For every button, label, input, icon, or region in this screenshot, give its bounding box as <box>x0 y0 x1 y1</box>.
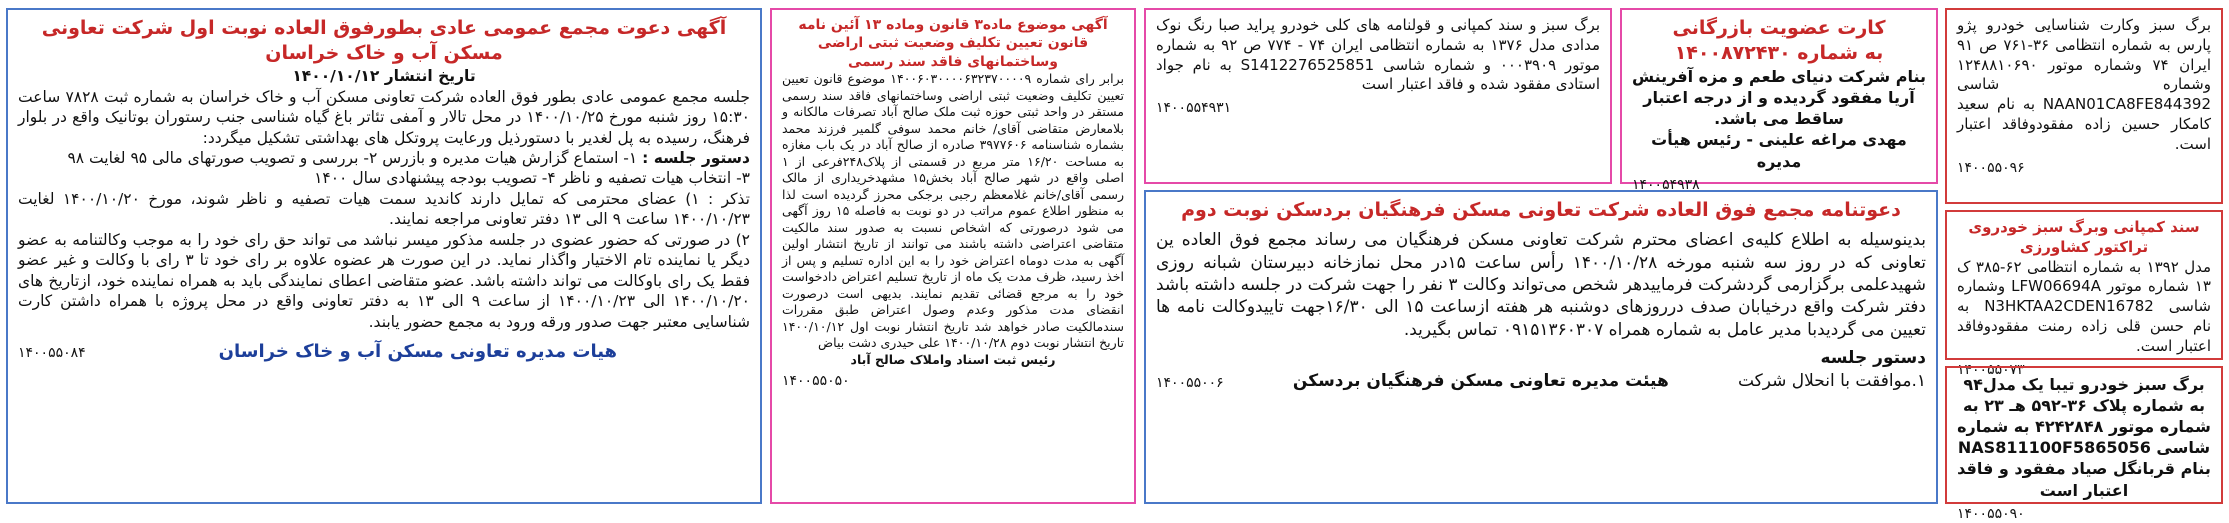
ad-title: کارت عضویت بازرگانی <box>1672 17 1886 39</box>
ad-car-registration-peugeot <box>1945 8 2223 204</box>
ad-text: بدینوسیله به اطلاع کلیه‌ی اعضای محترم شرکت تعاونی مسکن فرهنگیان می رساند مجمع فوق العاده ین تعاونی که در روز سه شنبه مورخه ۱۴۰۰/۱۰/۲۸ رأس ساعت ۱۵در محل نمازخانه دبیرستان شبانه روزی شهیدعلمی برگزارمی گردشرکت فرماییدهر شخص می‌تواند وکالت ۳ نفر را جهت شرکت در جلسه داشته باشد دفتر شرکت واقع درخیابان صدف درروزهای دوشنبه هر هفته ازساعت ۱۵ الی ۱۶/۳۰جهت تاییدوکالت نامه ها تعیین می گردیدبا مدیر عامل به شماره همراه ۰۹۱۵۱۳۶۰۳۰۷ تماس بگیرید. <box>1156 230 1927 340</box>
ad-title: آگهی دعوت مجمع عمومی عادی بطورفوق العاده نوبت اول شرکت تعاونی مسکن آب و خاک خراسان <box>41 17 727 65</box>
ad-title: دعوتنامه مجمع فوق العاده شرکت تعاونی مسکن فرهنگیان بردسکن نوبت دوم <box>1181 199 1901 221</box>
ad-signature: مهدی مراغه علینی - رئیس هیأت مدیره <box>1651 130 1907 171</box>
ad-code: ۱۴۰۰۵۵۰۹۶ <box>1957 159 2025 176</box>
ad-code: ۱۴۰۰۵۵۰۰۶ <box>1156 374 1224 391</box>
ad-signature: هیئت مدیره تعاونی مسکن فرهنگیان بردسکن <box>1292 370 1669 391</box>
agenda-item: ۱.موافقت با انحلال شرکت <box>1737 370 1926 391</box>
ad-tractor-registration <box>1945 210 2223 378</box>
ad-intro: جلسه مجمع عمومی عادی بطور فوق العاده شرکت تعاونی مسکن آب و خاک خراسان به شماره ثبت ۷۸۲۸ ساعت ۱۵:۳۰ روز شنبه مورخ ۱۴۰۰/۱۰/۲۵ در محل تالار و آمفی تئاتر باغ گیاه شناسی جنب رستوران بوتانیک واقع در بلوار فرهنگ، رسیده به پل لغدیر با دستورذیل ورعایت پروتکل های بهداشتی تشکیل میگردد: <box>18 87 751 147</box>
ad-tiba-registration <box>1945 366 2223 522</box>
ad-text: برابر رای شماره ۱۴۰۰۶۰۳۰۰۰۰۶۳۲۳۷۰۰۰۰۹ موضوع قانون تعیین تعیین تکلیف وضعیت ثبتی اراضی وساختمانهای فاقد سند رسمی مستقر در واحد ثبتی حوزه ثبت ملک صالح آباد تصرفات مالکانه و بلامعارض متقاضی آقای/ خانم محمد سوفی گلمیر فرزند محمد بشماره شناسنامه ۳۹۷۷۶۰۶ صادره از صالح آباد در یک باب مغازه به مساحت ۱۶/۲۰ متر مربع در قسمتی از پلاک۲۴۸فرعی از ۱ اصلی واقع در شهر صالح آباد بخش۱۵ مشهدخریداری از مالک رسمی آقای/خانم غلامعظم رجبی برجکی محرز گردیده است لذا به منظور اطلاع عموم مراتب در دو نوبت به فاصله ۱۵ روز آگهی می شود درصورتی که اشخاص نسبت به صدور سند مالکیت متقاضی اعتراضی داشته باشند می توانند از تاریخ انتشار اولین آگهی به مدت دوماه اعتراض خود را به این اداره تسلیم و پس از اخذ رسید، ظرف مدت یک ماه از تاریخ تسلیم اعتراض دادخواست خود را به مرجع قضائی تقدیم نمایند. بدیهی است درصورت انقضای مدت مذکور وعدم وصول اعتراض طبق مقررات سندمالکیت صادر خواهد شد تاریخ انتشار نوبت اول ۱۴۰۰/۱۰/۱۲ تاریخ انتشار نوبت دوم ۱۴۰۰/۱۰/۲۸ علی حیدری دشت بیاض <box>782 71 1124 351</box>
agenda-label: دستور جلسه : <box>642 148 750 167</box>
note-2: ۲) در صورتی که حضور عضوی در جلسه مذکور میسر نباشد می تواند حق رای خود را به موجب وکالتنامه به عضو دیگر یا نماینده تام الاختیار واگذار نماید. در این صورت هر عضوه علاوه بر رای خود تا ۳ رای با وکالت و غیر عضو فقط یک رای باوکالت می تواند داشته باشد. عضو متقاضی اعطای نمایندگی باید به همراه نماینده خود، ازتاریخ های ۱۴۰۰/۱۰/۲۰ الی ۱۴۰۰/۱۰/۲۳ از ساعت ۹ الی ۱۳ به دفتر تعاونی واقع در محل پروژه با همراه داشتن کارت شناسایی معتبر جهت صدور ورقه ورود به مجمع حضور یابند. <box>18 230 750 331</box>
ad-text: برگ سبز خودرو تیبا یک مدل۹۴ به شماره پلاک ۳۶-۵۹۲ هـ ۲۳ به شماره موتور ۴۲۴۲۸۴۸ به شماره شاسی NAS811100F5865056 بنام قربانگل صیاد مفقود و فاقد اعتبار است <box>1957 375 2211 500</box>
ad-text: مدل ۱۳۹۲ به شماره انتظامی ۶۲-۳۸۵ ک ۱۳ شماره موتور LFW06694A وشماره شاسی N3HKTAA2CDEN16782 به نام حسن قلی زاده رمنت مفقودوفاقد اعتبار است. <box>1957 257 2212 355</box>
ad-code: ۱۴۰۰۵۵۰۵۰ <box>782 373 850 390</box>
ad-text: برگ سبز و سند کمپانی و قولنامه های کلی خودرو پراید صبا رنگ نوک مدادی مدل ۱۳۷۶ به شماره انتظامی ایران ۷۴ - ۷۷۴ ص ۹۲ به شماره موتور ۰۰۰۳۹۰۹ و شماره شاسی S1412276525851 به نام جواد استادی مفقود شده و فاقد اعتبار است <box>1156 16 1600 94</box>
ad-signature: هیات مدیره تعاونی مسکن آب و خاک خراسان <box>218 341 618 363</box>
ad-land-registration-law <box>770 8 1136 504</box>
ad-text: برگ سبز وکارت شناسایی خودرو پژو پارس به شماره انتظامی ۳۶-۷۶۱ ص ۹۱ ایران ۷۴ وشماره موتور ۱۲۴۸۸۱۰۶۹۰ وشماره شاسی NAAN01CA8FE844392 به نام سعید کامکار حسین زاده مفقودوفاقد اعتبار است. <box>1957 16 2211 153</box>
ad-code: ۱۴۰۰۵۴۹۳۸ <box>1632 176 1700 193</box>
ad-title: آگهی موضوع ماده۳ قانون وماده ۱۳ آئین نامه قانون تعیین تکلیف وضعیت ثبتی اراضی وساختمانهای فاقد سند رسمی <box>798 17 1108 70</box>
ad-code: ۱۴۰۰۵۵۴۹۳۱ <box>1156 100 1232 117</box>
ad-pride-car <box>1144 8 1612 184</box>
card-number: به شماره ۱۴۰۰۸۷۲۴۳۰ <box>1674 42 1884 65</box>
ad-signature: رئیس ثبت اسناد واملاک صالح آباد <box>850 351 1056 367</box>
note-1: تذکر : ۱) عضای محترمی که تمایل دارند کاندید سمت هیات تصفیه و ناظر شوند، مورخ ۱۴۰۰/۱۰/۲۰ لغایت ۱۴۰۰/۱۰/۲۳ ساعت ۹ الی ۱۳ دفتر تعاونی مراجعه نمایند. <box>18 189 750 229</box>
ad-text: بنام شرکت دنیای طعم و مزه آفرینش آریا مفقود گردیده و از درجه اعتبار ساقط می باشد. <box>1631 67 1926 129</box>
publish-date: تاریخ انتشار ۱۴۰۰/۱۰/۱۲ <box>292 67 476 86</box>
agenda-item-1: ۱- استماع گزارش هیات مدیره و بازرس ۲- بررسی و تصویب صورتهای مالی ۹۵ لغایت ۹۸ <box>67 148 638 167</box>
ad-membership-card <box>1620 8 1938 193</box>
ad-code: ۱۴۰۰۵۵۰۹۰ <box>1957 505 2025 522</box>
ad-water-soil-cooperative <box>6 8 762 504</box>
ad-code: ۱۴۰۰۵۵۰۷۳ <box>1957 361 2025 378</box>
ad-title: سند کمپانی وبرگ سبز خودروی تراکتور کشاورزی <box>1968 218 2200 256</box>
ad-cooperative-extraordinary-meeting <box>1144 190 1938 504</box>
agenda-label: دستور جلسه <box>1820 348 1926 369</box>
agenda-item-2: ۳- انتخاب هیات تصفیه و ناظر ۴- تصویب بودجه پیشنهادی سال ۱۴۰۰ <box>314 169 750 188</box>
ad-code: ۱۴۰۰۵۵۰۸۴ <box>18 345 86 362</box>
